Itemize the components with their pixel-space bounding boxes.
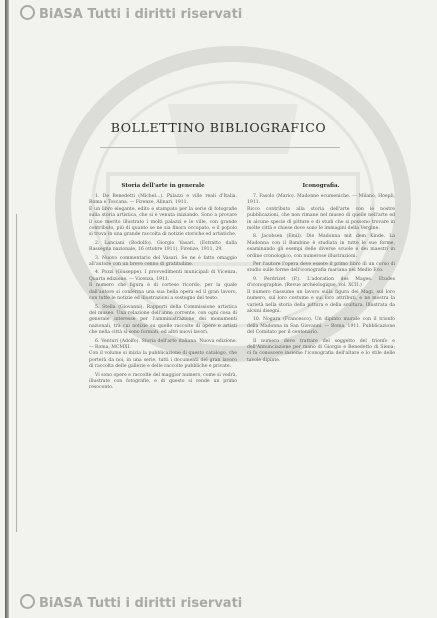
bibliography-entry: 7. Fasolo (Mario). Madonne ecumeniche. — Milano, Hoepli, 1911. Ricco contributo alla storia dell'arte con le nostre pubblicazioni, che non rimane nel museo di quelle nell'arte ed in alcune specie di pitture e di studi che si possono trovare in molte città e chiese dove sono le immagini della Vergine. — [247, 194, 395, 232]
title-rule — [100, 147, 340, 148]
right-column-heading: Iconografia. — [302, 183, 340, 189]
bibliography-entry: 6. Venturi (Adolfo). Storia dell'arte italiana. Nuova edizione. — Roma, MCMXI. Con il volume si inizia la pubblicazione di questo catalogo, che porterà da noi, in una serie, tutti i documenti del gran lavoro di raccolta delle gallerie e delle raccolte pubbliche e private. — [89, 338, 237, 370]
watermark-top: BiASA Tutti i diritti riservati — [20, 5, 242, 22]
watermark-bottom: BiASA Tutti i diritti riservati — [20, 594, 242, 611]
biasa-logo-icon — [20, 594, 35, 609]
bibliography-entry: 9. Perdrizet (P.). L'adoration des Mages. Etudes d'iconographie. (Revue archéologique, vol. XCII.) Il numero riassume un lavoro sulla figura dei Magi, sul loro numero, sul loro costume e sui loro attributi, e ne mostra la varietà nella storia della pittura e della scultura. Illustrata da alcuni disegni. — [247, 276, 395, 314]
bibliography-entry: Vi sono opere e raccolte del maggior numero, come si vedrà, illustrate con fotografie, e di questo si rende un primo resoconto. — [89, 372, 237, 391]
bibliography-entry: 8. Jacobsen (Emil). Die Madonna mit dem Kinde. La Madonna con il Bambino è studiata in tutte le sue forme, esaminando gli esempi delle diverse scuole e dei maestri in ordine cronologico, con numerose illustrazioni. — [247, 234, 395, 259]
bibliography-entry: 4. Pozzi (Giuseppe). I provvedimenti municipali di Vicenza. Quarta edizione. — Vicenza, 1911. Il numero che figura è di cortese ricordo, per la quale dall'autore si conferma una sua bella opera ed il gran lavoro, con tutte le notizie ed illustrazioni a sostegno del testo. — [89, 270, 237, 302]
left-column — [89, 183, 237, 394]
page-title: BOLLETTINO BIBLIOGRAFICO — [110, 120, 327, 135]
right-column — [247, 183, 395, 366]
bibliography-entry: 10. Nogara (Francesco). Un dipinto murale con il trionfo della Madonna in San Giovanni. — Roma, 1911. Pubblicazione del Comitato per il centenario. — [247, 317, 395, 336]
bibliography-entry: 5. Stella (Giovanni). Rapporti della Commissione artistica del museo. Una relazione dell'anno corrente, con ogni cosa di generale interesse per l'amministrazione dei monumenti nazionali, tra cui notizie su quelle raccolte di opere e artisti che nella città si sono formati, ed altri nuovi lavori. — [89, 304, 237, 336]
binding-edge — [5, 0, 9, 618]
biasa-logo-icon — [20, 5, 35, 20]
left-column-heading: Storia dell'arte in generale — [121, 183, 205, 189]
bibliography-entry: Per l'autore l'opera deve essere il primo libro di un corso di studio sulle forme dell'iconografia mariana nel Medio Evo. — [247, 262, 395, 274]
bibliography-entry: Il numero deve trattare del soggetto del trionfo e dell'Annunciazione per mano di Giorgio e Benedetto di Siena; ci fa conoscere insieme l'iconografia dell'altare e lo stile delle tavole dipinte. — [247, 338, 395, 363]
margin-bracket — [16, 214, 20, 532]
bibliography-entry: 2. Lanciani (Rodolfo). Giorgio Vasari. (Estratto dalla Rassegna nazionale, 16 ottobre 1911). Firenze, 1911, 29. — [89, 240, 237, 253]
bibliography-entry: 3. Nuovo commentario del Vasari. Se ne è fatto omaggio all'autore con un breve cenno di gratitudine. — [89, 255, 237, 268]
bibliography-entry: 1. De Benedetti (Michel...). Palazzi e ville reali d'Italia. Roma e Toscana. — Firenze, Alinari, 1911. E un libro elegante, edito e stampato per la serie di fotografie sulla storia artistica, che si è venuta iniziando. Sono a provare il suo merito illustrato i molti palazzi e le ville, con grande contributo, più di quanto se ne sia finora occupato, e il popolo si trova in una grande raccolta di notizie storiche ed artistiche. — [89, 194, 237, 238]
